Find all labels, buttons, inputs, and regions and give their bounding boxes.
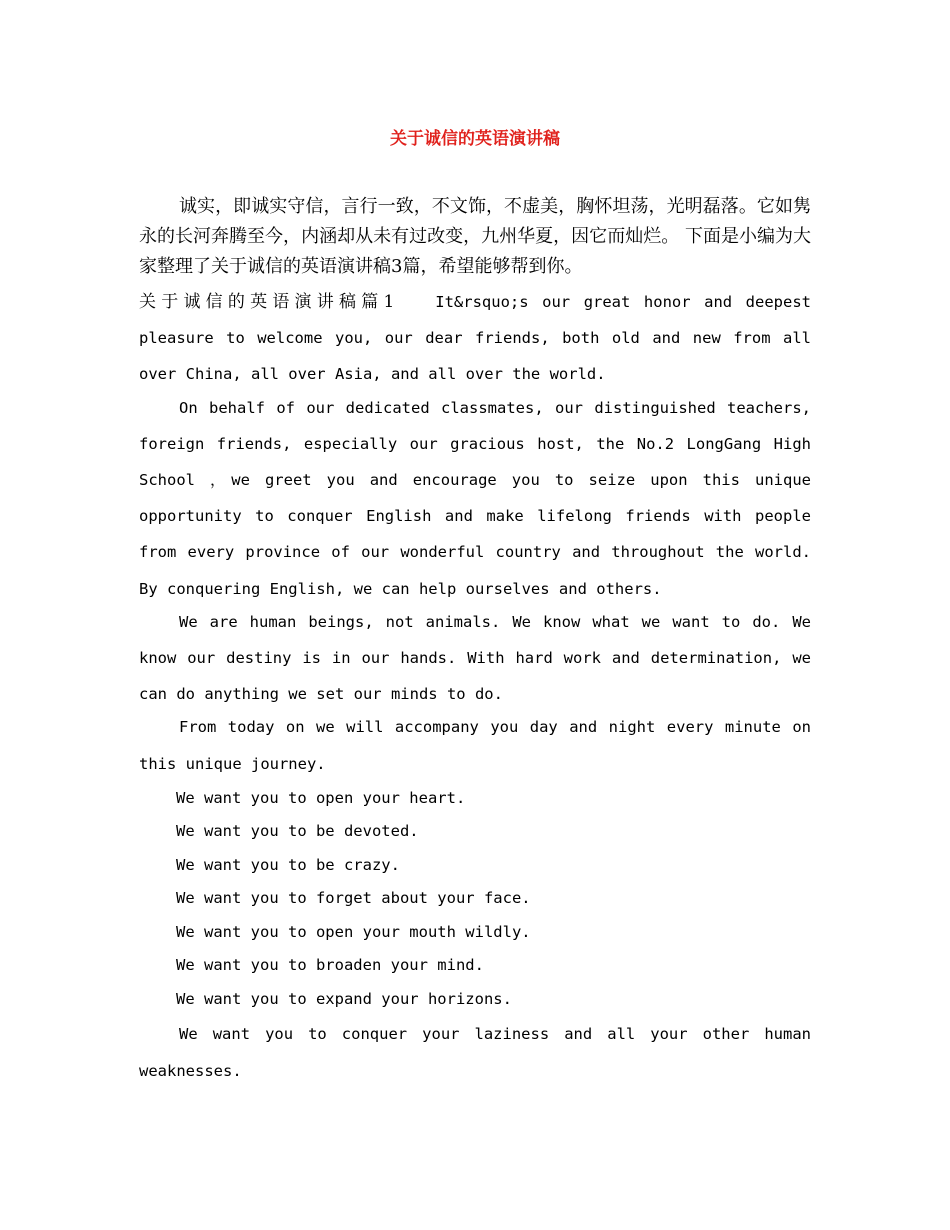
paragraph: We are human beings, not animals. We know what we want to do. We know our destiny is in our hands. With hard work and determination, we can do anything we set our minds to do. [139, 612, 811, 704]
list-item: We want you to forget about your face. [176, 889, 531, 908]
closing-paragraph: We want you to conquer your laziness and all your other human weaknesses. [139, 1025, 811, 1080]
list-item: We want you to be devoted. [176, 822, 419, 841]
paragraph: From today on we will accompany you day and night every minute on this unique journey. [139, 718, 811, 773]
section-paragraph-1 [139, 284, 811, 393]
paragraph: On behalf of our dedicated classmates, our distinguished teachers, foreign friends, especially our gracious host, the No.2 LongGang High School ，we greet you and encourage you to seize upon this unique opportunity to conquer English and make lifelong friends with people from every province of our wonderful country and throughout the world. By conquering English, we can help ourselves and others. [139, 398, 811, 598]
list-item: We want you to broaden your mind. [176, 956, 484, 975]
list-item: We want you to be crazy. [176, 855, 400, 874]
document-body [139, 192, 811, 1089]
list-item: We want you to expand your horizons. [176, 989, 512, 1008]
document-title: 关于诚信的英语演讲稿 [390, 129, 560, 149]
section-heading: 关于诚信的英语演讲稿篇1 [139, 292, 396, 312]
list-item: We want you to open your heart. [176, 788, 466, 807]
paragraph-text: It&rsquo;s our great honor and deepest pleasure to welcome you, our dear friends, both old and new from all over China, all over Asia, and all over the world. [139, 293, 811, 384]
intro-paragraph: 诚实，即诚实守信，言行一致，不文饰，不虚美，胸怀坦荡，光明磊落。它如隽永的长河奔腾至今，内涵却从未有过改变，九州华夏，因它而灿烂。 下面是小编为大家整理了关于诚信的英语演讲稿3篇，希望能够帮到你。 [139, 196, 811, 277]
list-item: We want you to open your mouth wildly. [176, 922, 531, 941]
